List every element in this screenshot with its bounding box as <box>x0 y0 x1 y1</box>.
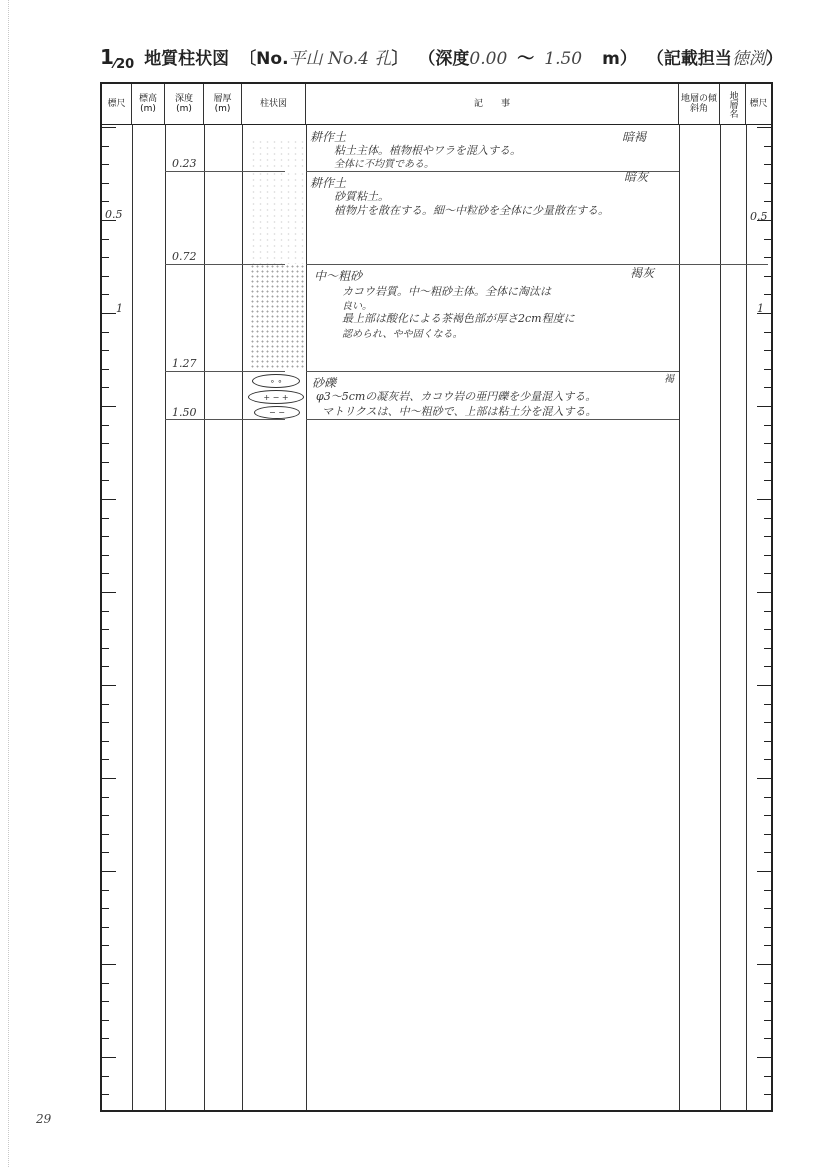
layer-boundary <box>306 371 679 372</box>
col-line <box>204 124 205 1110</box>
scale-tick-major <box>102 406 116 407</box>
scale-tick-minor <box>764 890 771 891</box>
scale-tick-minor <box>102 741 109 742</box>
scale-tick-minor <box>764 480 771 481</box>
scale-tick-minor <box>764 704 771 705</box>
scale-tick-minor <box>764 815 771 816</box>
scale-tick-minor <box>764 369 771 370</box>
col-header-formation: 地層名 <box>720 84 746 124</box>
scale-tick-minor <box>764 834 771 835</box>
recorder-close: ） <box>765 49 783 69</box>
scale-tick-minor <box>102 294 109 295</box>
scale-tick-minor <box>764 852 771 853</box>
layer-depth: 1.27 <box>172 357 197 370</box>
scale-tick-minor <box>102 890 109 891</box>
no-close-bracket: 〕 <box>391 49 409 69</box>
sheet-title: 地質柱状図 <box>144 49 230 69</box>
scale-tick-minor <box>764 164 771 165</box>
scale-tick-minor <box>102 276 109 277</box>
scale-tick-major <box>757 778 771 779</box>
lithology-sandy-clay <box>250 171 306 264</box>
layer-boundary <box>165 371 285 372</box>
scale-tick-minor <box>102 834 109 835</box>
scale-tick-major <box>757 592 771 593</box>
page-edge-dotted-line <box>8 0 9 1167</box>
scale-tick-minor <box>102 759 109 760</box>
scale-tick-minor <box>764 722 771 723</box>
scale-tick-minor <box>764 1094 771 1095</box>
scale-tick-minor <box>764 536 771 537</box>
col-header-scale-right: 標尺 <box>749 99 768 109</box>
recorder-label: （記載担当 <box>646 49 732 69</box>
scale-tick-minor <box>102 927 109 928</box>
layer-description-line: 粘土主体。植物根やワラを混入する。 <box>334 144 521 157</box>
scale-tick-minor <box>764 1038 771 1039</box>
scale-tick-minor <box>102 183 109 184</box>
scale-tick-minor <box>102 239 109 240</box>
depth-tilde: ～ <box>517 49 535 69</box>
scale-tick-minor <box>102 1094 109 1095</box>
scale-tick-major <box>102 1057 116 1058</box>
scale-tick-major <box>757 964 771 965</box>
layer-description-line: φ3～5cmの凝灰岩、カコウ岩の亜円礫を少量混入する。 <box>316 390 597 403</box>
scale-tick-minor <box>764 276 771 277</box>
col-header-dip: 地層の傾斜角 <box>679 84 720 124</box>
scale-tick-minor <box>102 201 109 202</box>
scale-tick-major <box>757 685 771 686</box>
header-divider <box>102 124 771 125</box>
scale-tick-minor <box>764 927 771 928</box>
col-line <box>242 124 243 1110</box>
layer-name: 耕作土 <box>310 176 347 190</box>
scale-tick-major <box>102 685 116 686</box>
layer-depth: 1.50 <box>172 406 197 419</box>
layer-name: 耕作土 <box>310 130 347 144</box>
layer-description-line: 砂質粘土。 <box>334 190 389 203</box>
scale-tick-minor <box>102 536 109 537</box>
scale-tick-minor <box>102 648 109 649</box>
layer-boundary <box>165 264 285 265</box>
layer-description-line: 最上部は酸化による茶褐色部が厚さ2cm程度に <box>342 312 575 325</box>
depth-from: 0.00 <box>469 49 508 69</box>
sheet-header <box>100 44 812 76</box>
geologic-log-sheet <box>100 82 773 1112</box>
scale-tick-minor <box>764 573 771 574</box>
col-header-elevation: 標高 (m) <box>132 84 165 124</box>
scale-tick-minor <box>102 908 109 909</box>
col-header-column: 柱状図 <box>242 84 306 124</box>
scale-tick-minor <box>764 1076 771 1077</box>
gravel-symbol: + − + <box>248 390 304 404</box>
scale-tick-minor <box>764 759 771 760</box>
scale-tick-major <box>102 127 116 128</box>
col-line <box>720 124 721 1110</box>
scale-tick-minor <box>764 387 771 388</box>
layer-name: 中～粗砂 <box>314 269 363 283</box>
page-number: 29 <box>36 1112 52 1126</box>
scale-tick-minor <box>764 257 771 258</box>
scale-tick-major <box>102 871 116 872</box>
scale-tick-major <box>757 871 771 872</box>
col-header-description: 記 事 <box>306 84 679 124</box>
gravel-symbol: − − <box>254 406 300 419</box>
col-line <box>679 124 680 1110</box>
scale-tick-minor <box>764 425 771 426</box>
col-line <box>746 124 747 1110</box>
scale-tick-minor <box>102 611 109 612</box>
layer-description-line: カコウ岩質。中～粗砂主体。全体に淘汰は <box>342 285 551 298</box>
scale-denominator: ⁄20 <box>113 57 135 72</box>
scale-label-right-05: 0.5 <box>750 210 768 223</box>
scale-tick-minor <box>102 146 109 147</box>
scale-tick-major <box>757 1057 771 1058</box>
layer-boundary <box>306 419 679 420</box>
col-header-thickness: 層厚 (m) <box>204 84 242 124</box>
scale-tick-minor <box>764 945 771 946</box>
scale-tick-minor <box>102 852 109 853</box>
layer-description-line: マトリクスは、中～粗砂で、上部は粘土分を混入する。 <box>322 405 597 418</box>
scale-tick-major <box>757 499 771 500</box>
scale-tick-minor <box>764 629 771 630</box>
scale-tick-minor <box>764 741 771 742</box>
scale-tick-minor <box>102 257 109 258</box>
scale-tick-minor <box>102 164 109 165</box>
scale-tick-minor <box>764 183 771 184</box>
scale-label-right-1: 1 <box>757 302 764 315</box>
scale-tick-minor <box>102 555 109 556</box>
scale-tick-major <box>102 499 116 500</box>
col-line <box>132 124 133 1110</box>
scale-tick-minor <box>764 146 771 147</box>
scale-tick-minor <box>102 425 109 426</box>
layer-depth: 0.23 <box>172 157 197 170</box>
scale-tick-minor <box>102 369 109 370</box>
scale-tick-minor <box>764 555 771 556</box>
layer-color: 褐 <box>664 374 674 385</box>
scale-tick-minor <box>764 666 771 667</box>
scale-tick-minor <box>102 332 109 333</box>
scale-tick-major <box>102 592 116 593</box>
col-line <box>165 124 166 1110</box>
scale-tick-minor <box>764 443 771 444</box>
scale-tick-minor <box>102 815 109 816</box>
scale-tick-minor <box>102 722 109 723</box>
borehole-name: 平山 No.4 孔 <box>288 49 392 69</box>
layer-depth: 0.72 <box>172 250 197 263</box>
no-open-bracket: 〔No. <box>239 49 289 69</box>
scale-tick-minor <box>102 1076 109 1077</box>
scale-tick-minor <box>102 1038 109 1039</box>
scale-tick-minor <box>102 797 109 798</box>
scale-tick-minor <box>102 462 109 463</box>
depth-unit: m） <box>602 49 637 69</box>
col-header-depth: 深度 (m) <box>165 84 204 124</box>
layer-description-line: 植物片を散在する。細～中粒砂を全体に少量散在する。 <box>334 204 609 217</box>
layer-description-line: 良い。 <box>342 301 372 312</box>
scale-numerator: 1 <box>100 45 114 69</box>
scale-tick-minor <box>764 983 771 984</box>
layer-color: 褐灰 <box>630 266 655 280</box>
scale-tick-minor <box>102 573 109 574</box>
scale-tick-major <box>102 313 116 314</box>
layer-boundary <box>165 171 285 172</box>
layer-description-line: 全体に不均質である。 <box>334 159 434 170</box>
scale-tick-minor <box>764 1001 771 1002</box>
depth-to: 1.50 <box>544 49 583 69</box>
scale-tick-minor <box>102 387 109 388</box>
scale-tick-minor <box>764 797 771 798</box>
scale-tick-major <box>102 778 116 779</box>
gravel-symbol: ∘ ∘ <box>252 374 300 388</box>
scale-tick-minor <box>102 945 109 946</box>
scale-tick-minor <box>764 1020 771 1021</box>
layer-description-line: 認められ、やや固くなる。 <box>342 329 463 340</box>
scale-tick-minor <box>102 1001 109 1002</box>
scale-tick-minor <box>764 332 771 333</box>
scale-tick-minor <box>102 629 109 630</box>
scale-tick-minor <box>102 704 109 705</box>
scale-tick-minor <box>102 443 109 444</box>
layer-name: 砂礫 <box>312 376 337 390</box>
layer-boundary <box>306 264 768 265</box>
scale-tick-minor <box>764 518 771 519</box>
depth-label: （深度 <box>418 49 470 69</box>
col-line <box>306 124 307 1110</box>
scale-tick-minor <box>764 611 771 612</box>
lithology-topsoil <box>250 139 306 171</box>
scale-tick-major <box>102 964 116 965</box>
scale-label-left-1: 1 <box>116 302 123 315</box>
scale-denominator-value: 20 <box>116 57 135 72</box>
scale-tick-minor <box>764 294 771 295</box>
scale-tick-minor <box>102 983 109 984</box>
scale-tick-major <box>757 406 771 407</box>
scale-tick-minor <box>102 666 109 667</box>
layer-boundary <box>165 419 285 420</box>
scale-tick-minor <box>764 201 771 202</box>
layer-color: 暗灰 <box>624 170 649 184</box>
col-header-scale: 標尺 <box>102 84 132 124</box>
scale-label-left-05: 0.5 <box>105 208 123 221</box>
scale-tick-minor <box>102 1020 109 1021</box>
scale-tick-minor <box>764 648 771 649</box>
layer-color: 暗褐 <box>622 130 647 144</box>
lithology-sand <box>250 264 306 369</box>
scale-tick-minor <box>764 462 771 463</box>
recorder-name: 徳渕 <box>731 49 766 69</box>
scale-tick-minor <box>102 350 109 351</box>
scale-tick-minor <box>764 239 771 240</box>
scale-tick-minor <box>102 518 109 519</box>
scale-tick-minor <box>102 480 109 481</box>
scale-tick-major <box>757 127 771 128</box>
scale-tick-minor <box>764 350 771 351</box>
scale-tick-minor <box>764 908 771 909</box>
